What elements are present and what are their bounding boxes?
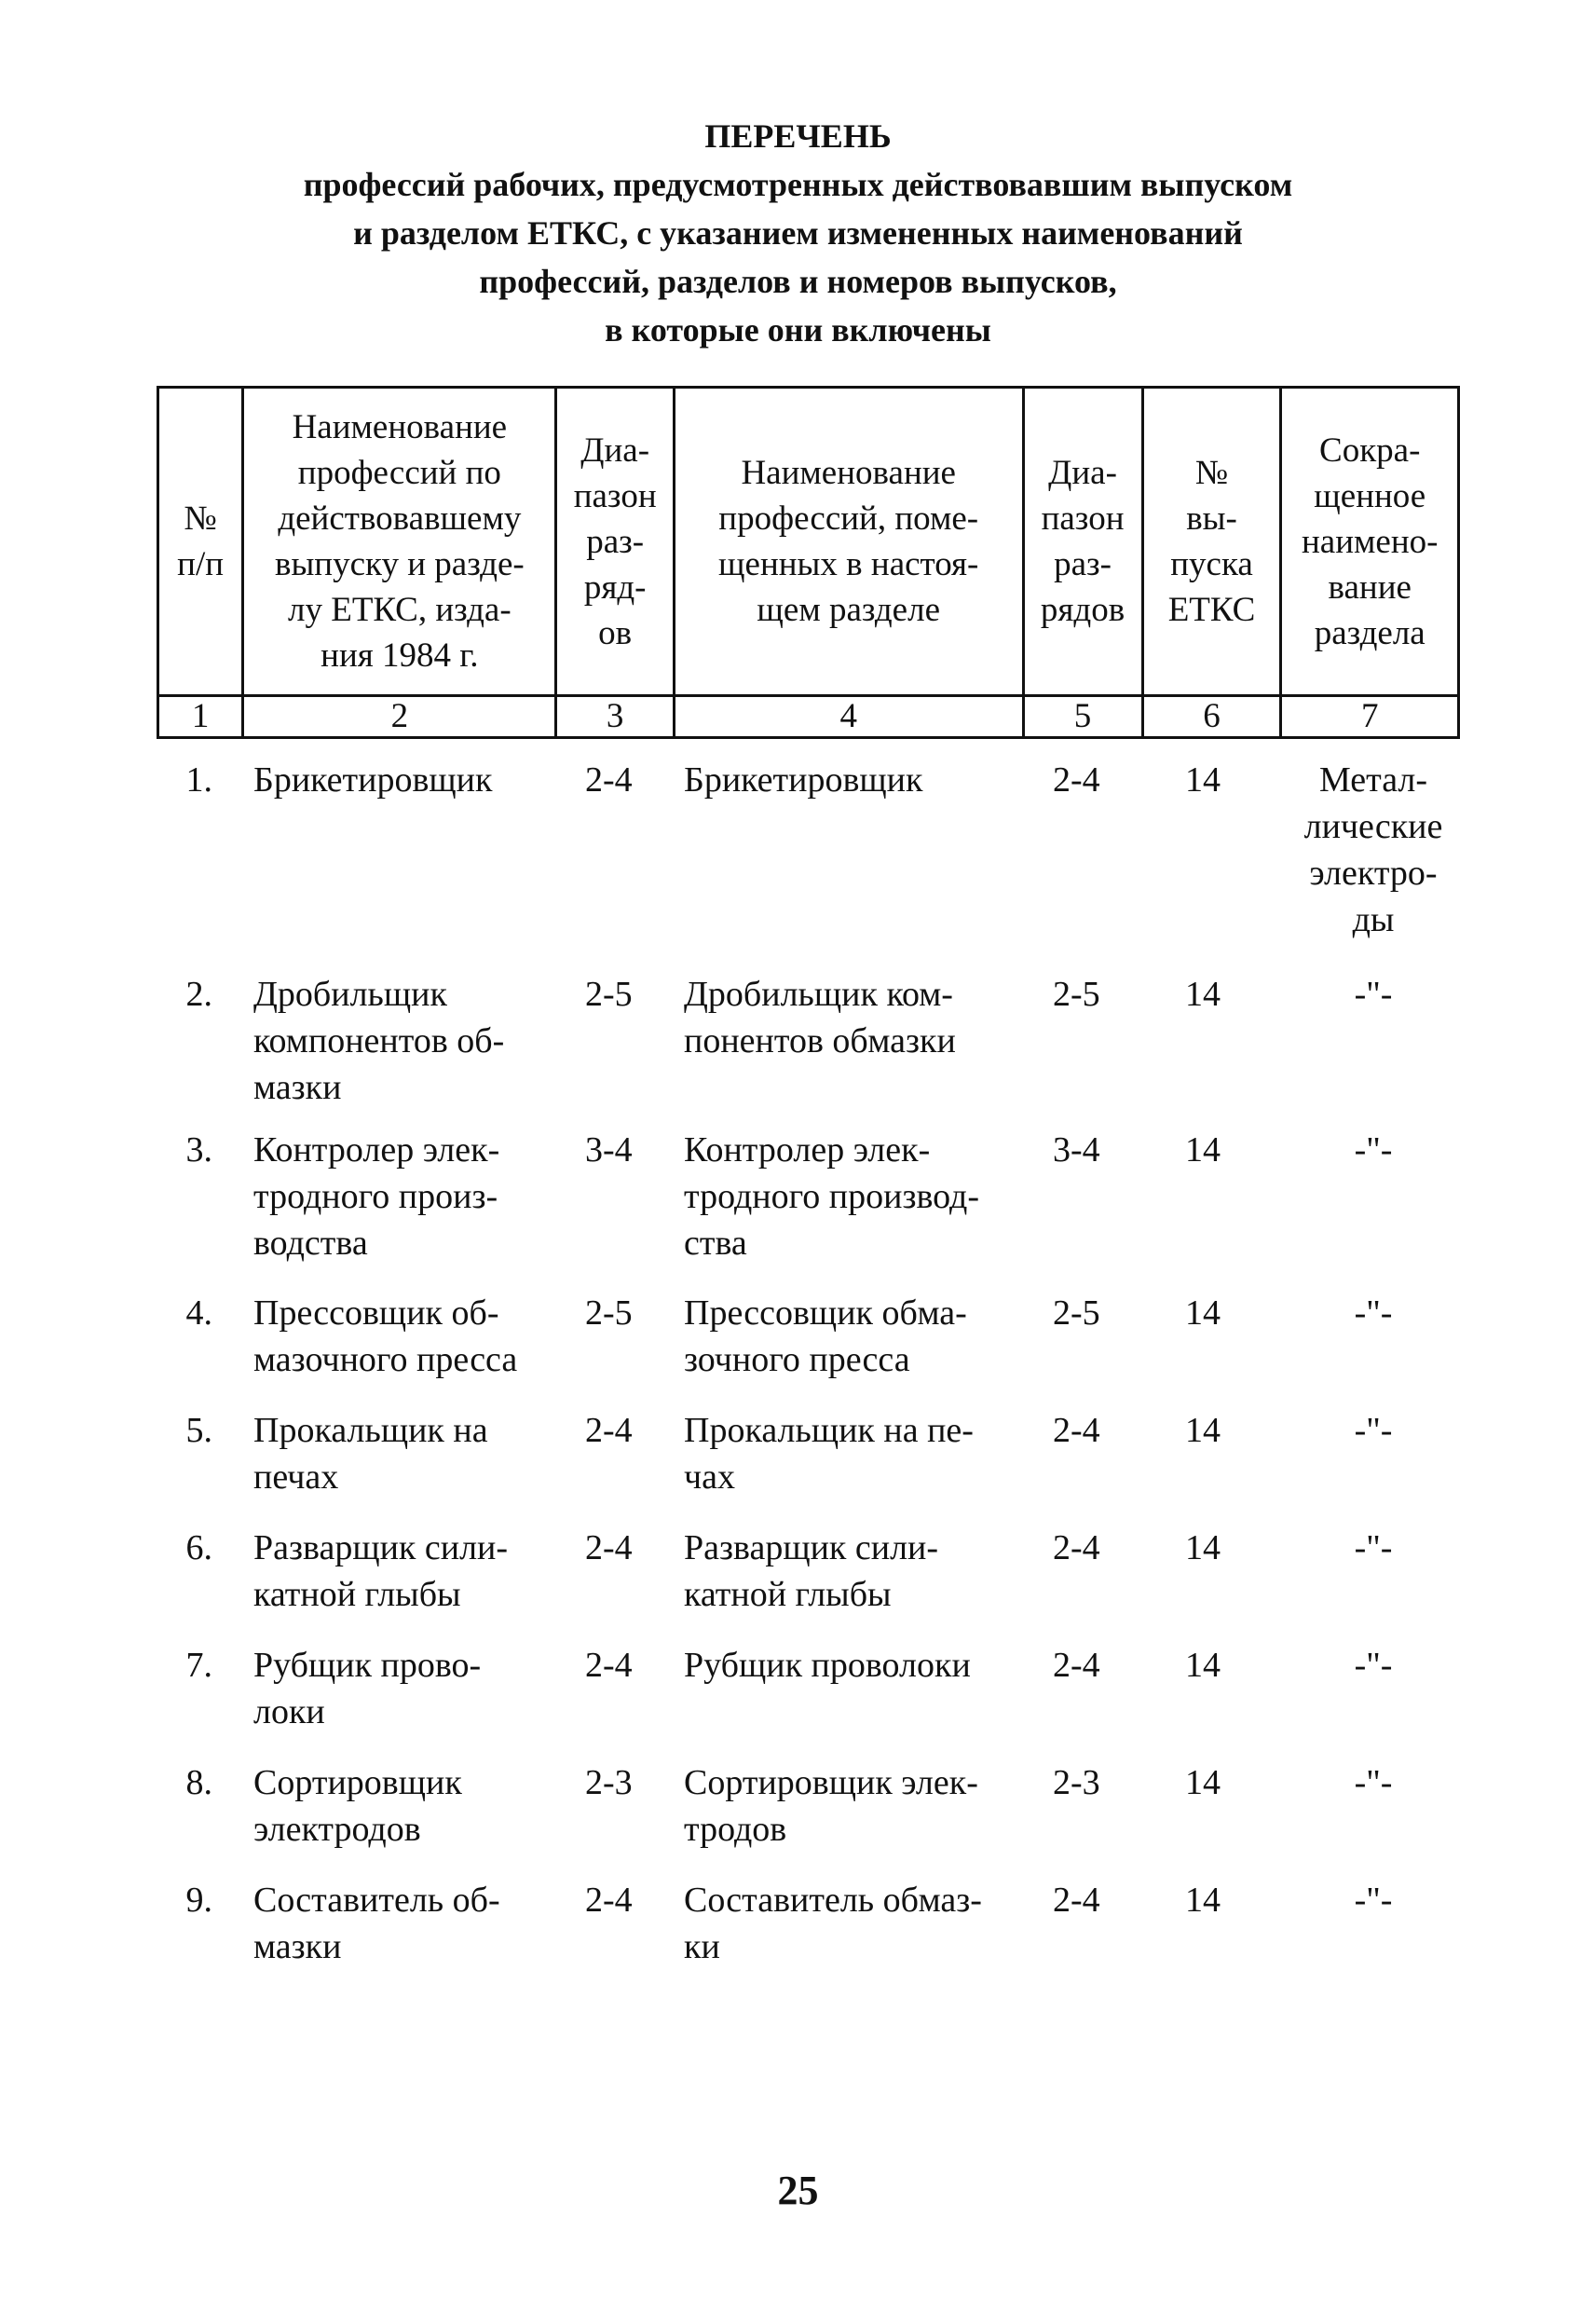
table-row: [0, 1877, 1596, 1994]
old-profession-name-line: Рубщик прово-: [253, 1646, 482, 1685]
table-row: [0, 1759, 1596, 1877]
section-short-name: [1289, 1759, 1457, 1806]
old-profession-name: [253, 1525, 508, 1618]
header-line: выпуску и разде-: [274, 545, 525, 583]
header-line: ряд-: [583, 568, 647, 607]
title-line-1: профессий рабочих, предусмотренных действовавшим выпуском: [303, 166, 1293, 203]
old-profession-name-line: водства: [253, 1224, 368, 1263]
table-row: [0, 1525, 1596, 1642]
header-line: раздела: [1314, 613, 1425, 652]
header-line: ов: [598, 613, 633, 652]
new-profession-name-line: Брикетировщик: [684, 760, 923, 800]
title-heading: ПЕРЕЧЕНЬ: [704, 117, 892, 155]
header-cell-3: [556, 388, 674, 696]
header-line: вы-: [1186, 499, 1237, 538]
row-number: 2.: [185, 975, 212, 1014]
new-profession-name-line: Сортировщик элек-: [684, 1763, 978, 1802]
row-number: 8.: [185, 1763, 212, 1802]
column-number-1: 1: [158, 696, 243, 738]
new-profession-name-line: Прессовщик обма-: [684, 1293, 967, 1333]
new-grade-range: 2-5: [1053, 1293, 1100, 1333]
new-profession-name-line: зочного пресса: [684, 1340, 910, 1379]
old-profession-name: [253, 1642, 481, 1735]
new-profession-name-line: понентов обмазки: [684, 1021, 956, 1060]
section-short-name-line: -"-: [1354, 1646, 1393, 1685]
row-number: 1.: [185, 760, 212, 800]
new-grade-range: 2-4: [1053, 1881, 1100, 1920]
old-grade-range: 2-4: [585, 1411, 633, 1450]
table-row: [0, 757, 1596, 971]
column-number-3: 3: [556, 696, 674, 738]
header-line: Диа-: [580, 431, 650, 470]
old-grade-range: 2-3: [585, 1763, 633, 1802]
old-profession-name-line: локи: [253, 1692, 325, 1731]
old-grade-range: 2-4: [585, 760, 633, 800]
new-grade-range: 3-4: [1053, 1130, 1100, 1170]
old-profession-name: [253, 1127, 499, 1266]
new-grade-range: 2-3: [1053, 1763, 1100, 1802]
section-short-name: [1289, 1127, 1457, 1173]
old-grade-range: 3-4: [585, 1130, 633, 1170]
new-profession-name-line: катной глыбы: [684, 1575, 892, 1614]
row-number: 9.: [185, 1881, 212, 1920]
old-grade-range: 2-4: [585, 1646, 633, 1685]
old-profession-name-line: Сортировщик: [253, 1763, 462, 1802]
column-number-2: 2: [243, 696, 556, 738]
new-profession-name-line: ства: [684, 1224, 747, 1263]
section-short-name-line: -"-: [1354, 1763, 1393, 1802]
header-line: Сокра-: [1319, 431, 1421, 470]
section-short-name: [1289, 1290, 1457, 1336]
etks-issue-number: 14: [1185, 1130, 1221, 1170]
etks-issue-number: 14: [1185, 1646, 1221, 1685]
new-profession-name: [684, 971, 956, 1064]
new-profession-name: [684, 1290, 967, 1383]
header-line: щенное: [1314, 476, 1426, 515]
old-grade-range: 2-4: [585, 1881, 633, 1920]
header-line: раз-: [1054, 545, 1112, 583]
new-profession-name-line: Разварщик сили-: [684, 1528, 939, 1567]
header-cell-4: [674, 388, 1023, 696]
column-number-6: 6: [1142, 696, 1281, 738]
old-profession-name: [253, 1759, 462, 1853]
old-grade-range: 2-4: [585, 1528, 633, 1567]
new-profession-name-line: ки: [684, 1927, 720, 1966]
header-line: пазон: [573, 476, 657, 515]
old-profession-name-line: компонентов об-: [253, 1021, 505, 1060]
header-line: вание: [1328, 568, 1412, 607]
new-profession-name: [684, 757, 922, 803]
old-profession-name: [253, 757, 492, 803]
header-line: профессий по: [297, 454, 501, 492]
new-profession-name: [684, 1525, 938, 1618]
old-profession-name-line: Прокальщик на: [253, 1411, 488, 1450]
header-cell-6: [1142, 388, 1281, 696]
document-title: [0, 112, 1596, 354]
column-number-row: [158, 696, 1459, 738]
header-line: №: [1194, 454, 1229, 492]
new-profession-name-line: Составитель обмаз-: [684, 1881, 982, 1920]
table-row: [0, 971, 1596, 1127]
etks-issue-number: 14: [1185, 975, 1221, 1014]
title-line-2: и разделом ЕТКС, с указанием измененных наименований: [353, 214, 1243, 252]
table-header: [157, 386, 1460, 739]
header-line: пуска: [1170, 545, 1253, 583]
old-profession-name-line: Прессовщик об-: [253, 1293, 499, 1333]
header-row: [158, 388, 1459, 696]
section-short-name-line: электро-: [1309, 854, 1438, 893]
etks-issue-number: 14: [1185, 1763, 1221, 1802]
old-profession-name-line: электродов: [253, 1810, 421, 1849]
header-line: Наименование: [741, 454, 956, 492]
new-profession-name: [684, 1759, 978, 1853]
old-profession-name-line: катной глыбы: [253, 1575, 461, 1614]
new-profession-name-line: Контролер элек-: [684, 1130, 931, 1170]
new-grade-range: 2-4: [1053, 760, 1100, 800]
section-short-name: [1289, 1525, 1457, 1571]
old-profession-name-line: мазочного пресса: [253, 1340, 518, 1379]
header-line: раз-: [586, 522, 645, 561]
section-short-name: [1289, 1642, 1457, 1689]
header-line: щем разделе: [757, 591, 940, 629]
old-profession-name-line: Составитель об-: [253, 1881, 500, 1920]
new-profession-name-line: тродного производ-: [684, 1177, 980, 1216]
section-short-name: [1289, 971, 1457, 1018]
section-short-name-line: -"-: [1354, 1411, 1393, 1450]
section-short-name-line: -"-: [1354, 1881, 1393, 1920]
row-number: 7.: [185, 1646, 212, 1685]
old-profession-name-line: Контролер элек-: [253, 1130, 500, 1170]
new-profession-name: [684, 1407, 974, 1500]
header-line: наимено-: [1301, 522, 1439, 561]
old-profession-name-line: печах: [253, 1457, 339, 1497]
page-number: 25: [777, 2168, 819, 2213]
old-profession-name-line: Брикетировщик: [253, 760, 493, 800]
header-line: ЕТКС: [1167, 591, 1256, 629]
row-number: 5.: [185, 1411, 212, 1450]
old-profession-name: [253, 1407, 488, 1500]
old-profession-name: [253, 971, 504, 1111]
table-row: [0, 1290, 1596, 1407]
new-profession-name-line: Рубщик проволоки: [684, 1646, 971, 1685]
section-short-name-line: -"-: [1354, 1528, 1393, 1567]
header-line: пазон: [1041, 499, 1125, 538]
old-profession-name-line: мазки: [253, 1068, 342, 1107]
section-short-name: [1289, 1407, 1457, 1454]
header-line: №: [184, 499, 217, 538]
header-line: п/п: [177, 545, 225, 583]
table-row: [0, 1642, 1596, 1759]
header-line: действовавшему: [278, 499, 522, 538]
new-grade-range: 2-4: [1053, 1646, 1100, 1685]
header-line: щенных в настоя-: [718, 545, 979, 583]
column-number-4: 4: [674, 696, 1023, 738]
header-line: ния 1984 г.: [321, 636, 479, 675]
header-line: лу ЕТКС, изда-: [288, 591, 512, 629]
new-profession-name-line: чах: [684, 1457, 735, 1497]
new-profession-name-line: тродов: [684, 1810, 787, 1849]
new-profession-name: [684, 1877, 982, 1970]
etks-issue-number: 14: [1185, 1293, 1221, 1333]
new-grade-range: 2-4: [1053, 1528, 1100, 1567]
section-short-name: [1289, 1877, 1457, 1923]
section-short-name-line: -"-: [1354, 1130, 1393, 1170]
section-short-name-line: ды: [1352, 900, 1395, 939]
header-cell-7: [1281, 388, 1459, 696]
header-cell-1: [158, 388, 243, 696]
table-body: [0, 757, 1596, 1994]
header-line: профессий, поме-: [718, 499, 979, 538]
old-profession-name: [253, 1877, 500, 1970]
new-profession-name: [684, 1642, 971, 1689]
new-profession-name-line: Дробильщик ком-: [684, 975, 953, 1014]
new-profession-name: [684, 1127, 979, 1266]
etks-issue-number: 14: [1185, 760, 1221, 800]
new-grade-range: 2-4: [1053, 1411, 1100, 1450]
header-cell-5: [1023, 388, 1142, 696]
new-grade-range: 2-5: [1053, 975, 1100, 1014]
table-row: [0, 1127, 1596, 1290]
old-profession-name-line: мазки: [253, 1927, 342, 1966]
header-line: Диа-: [1048, 454, 1117, 492]
header-line: Наименование: [292, 408, 508, 446]
old-profession-name-line: Дробильщик: [253, 975, 447, 1014]
old-profession-name: [253, 1290, 517, 1383]
column-number-7: 7: [1281, 696, 1459, 738]
old-grade-range: 2-5: [585, 975, 633, 1014]
section-short-name-line: -"-: [1354, 975, 1393, 1014]
header-cell-2: [243, 388, 556, 696]
new-profession-name-line: Прокальщик на пе-: [684, 1411, 974, 1450]
etks-issue-number: 14: [1185, 1881, 1221, 1920]
old-grade-range: 2-5: [585, 1293, 633, 1333]
section-short-name: [1289, 757, 1457, 943]
title-line-3: профессий, разделов и номеров выпусков,: [479, 263, 1117, 300]
header-line: рядов: [1040, 591, 1125, 629]
section-short-name-line: -"-: [1354, 1293, 1393, 1333]
table-row: [0, 1407, 1596, 1525]
row-number: 4.: [185, 1293, 212, 1333]
section-short-name-line: лические: [1303, 807, 1443, 846]
row-number: 6.: [185, 1528, 212, 1567]
title-line-4: в которые они включены: [605, 311, 991, 349]
column-number-5: 5: [1023, 696, 1142, 738]
section-short-name-line: Метал-: [1318, 760, 1428, 800]
old-profession-name-line: тродного произ-: [253, 1177, 498, 1216]
row-number: 3.: [185, 1130, 212, 1170]
etks-issue-number: 14: [1185, 1411, 1221, 1450]
etks-issue-number: 14: [1185, 1528, 1221, 1567]
old-profession-name-line: Разварщик сили-: [253, 1528, 509, 1567]
